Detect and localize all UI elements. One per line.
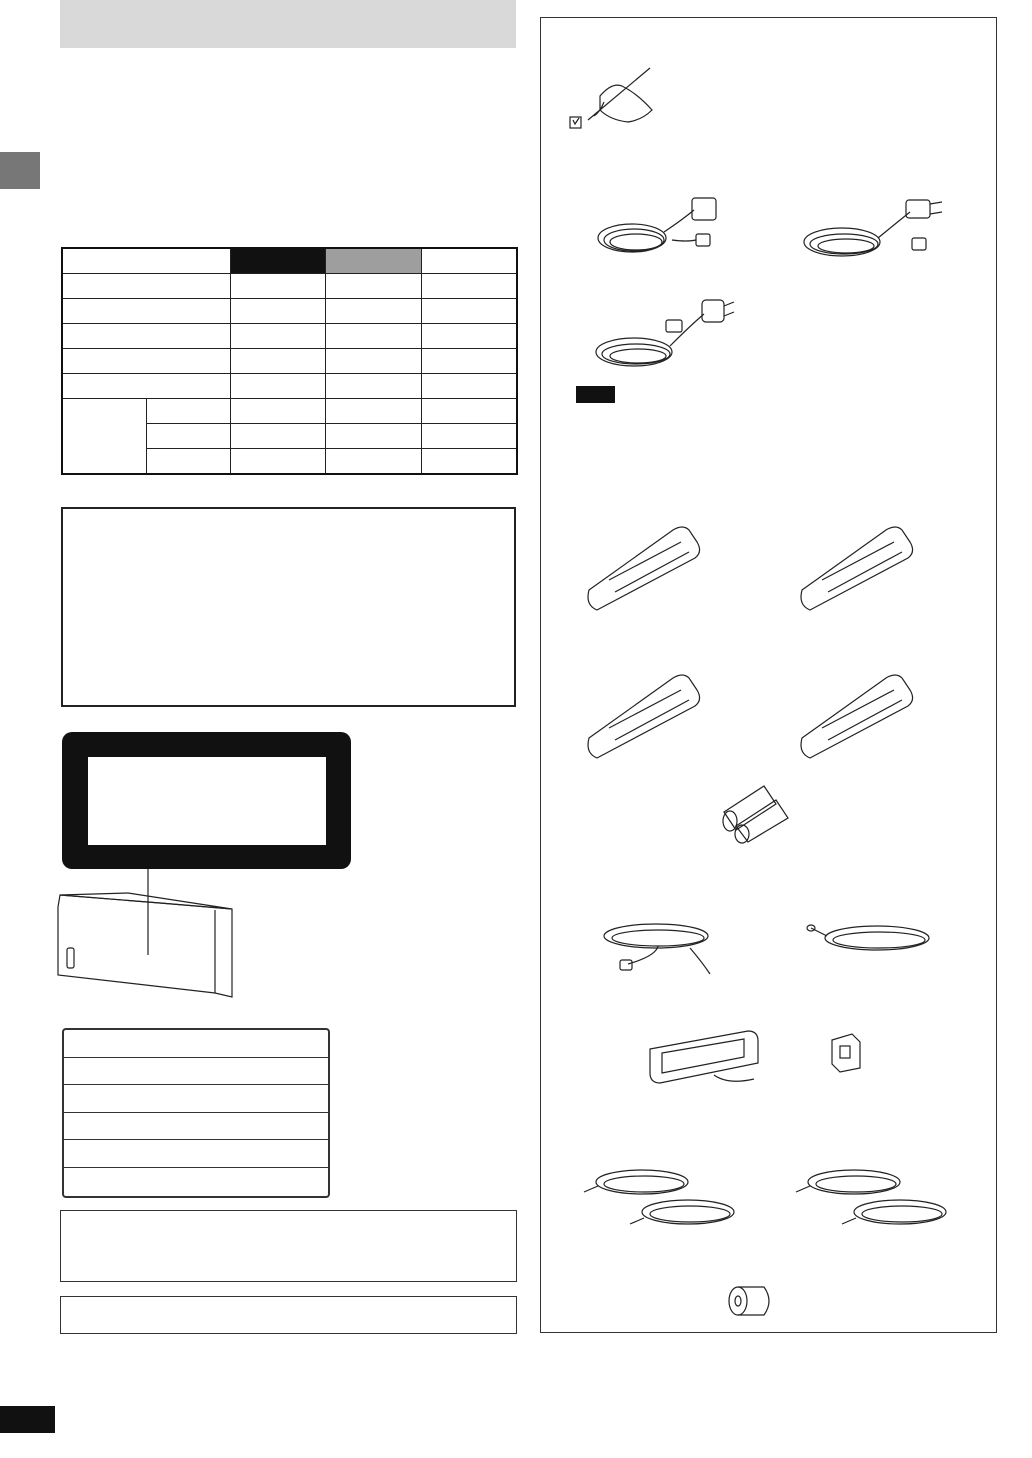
table-row (62, 299, 517, 324)
batteries-icon (718, 780, 798, 842)
list-item (64, 1140, 328, 1168)
table-row (62, 248, 517, 274)
footnote-box (60, 1210, 517, 1282)
remote-control-icon (798, 668, 918, 763)
remote-control-icon (798, 520, 918, 615)
ac-cord-flat-icon (800, 190, 950, 270)
antenna-holder-icon (826, 1030, 866, 1074)
remote-control-icon (585, 520, 705, 615)
speaker-cables-icon (580, 1160, 740, 1242)
page-number-tab (0, 1406, 55, 1433)
speaker-cables-icon (792, 1160, 952, 1242)
antenna-wire-icon (598, 912, 723, 982)
table-row (62, 349, 517, 374)
table-row (62, 274, 517, 299)
loop-antenna-icon (644, 1027, 774, 1089)
laser-caution-label-inner (88, 757, 326, 845)
side-tab-marker (0, 152, 40, 189)
list-item (64, 1057, 328, 1085)
list-item (64, 1167, 328, 1194)
ferrite-core-icon (726, 1283, 776, 1319)
footnote-box-small (60, 1296, 517, 1334)
header-cell-gray (325, 248, 421, 274)
list-box (62, 1028, 330, 1198)
antenna-wire-icon (805, 912, 935, 972)
table-row (62, 399, 517, 424)
table-row (62, 324, 517, 349)
note-box (61, 507, 516, 707)
spec-table (61, 247, 518, 475)
remote-control-icon (585, 668, 705, 763)
pen-icon (560, 60, 670, 140)
ac-cord-uk-icon (592, 190, 732, 270)
table-row (62, 374, 517, 399)
section-header-bar (60, 0, 516, 48)
list-item (64, 1112, 328, 1140)
header-cell-black (230, 248, 325, 274)
region-tag (576, 386, 615, 403)
ac-cord-euro-icon (592, 290, 742, 380)
list-item (64, 1085, 328, 1113)
list-item (64, 1030, 328, 1058)
